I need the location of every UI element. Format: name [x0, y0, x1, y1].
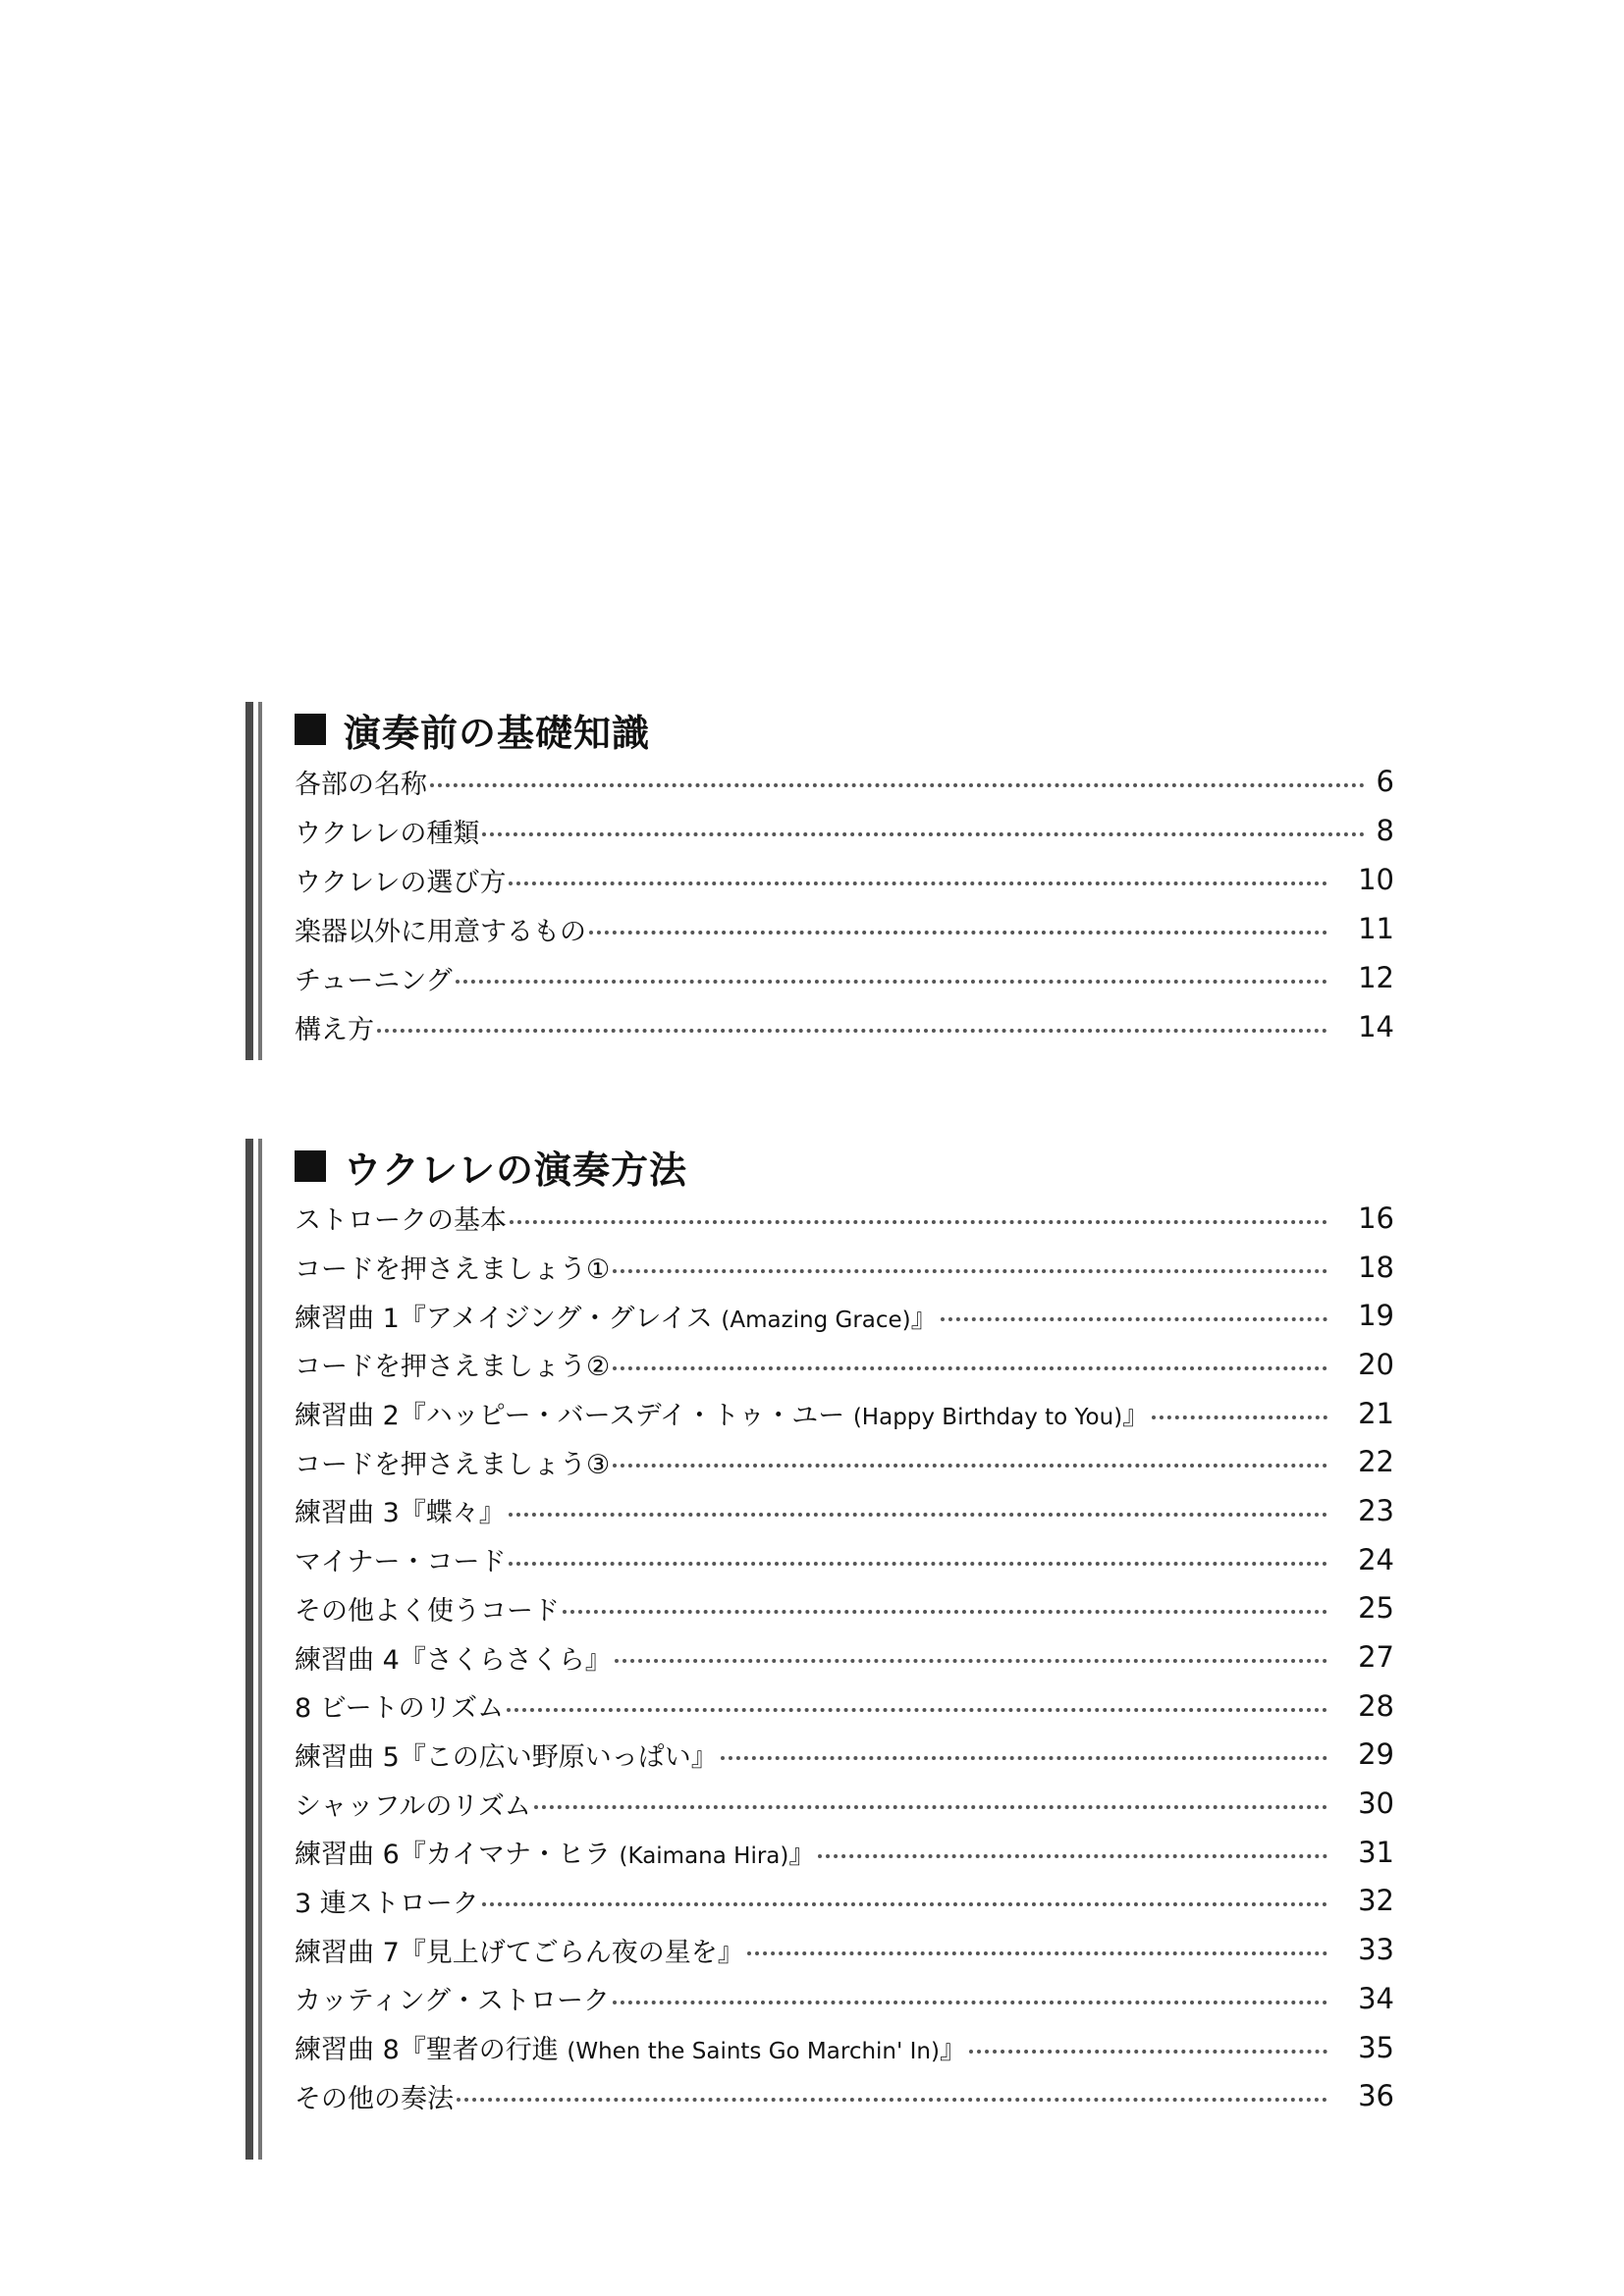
- toc-leader-dots: [589, 931, 1327, 934]
- toc-entry-page: 23: [1358, 1493, 1394, 1527]
- toc-entry-title: [295, 1394, 1149, 1432]
- toc-section-basics: [245, 702, 1394, 1060]
- toc-entry-title: ストロークの基本: [295, 1205, 507, 1237]
- toc-entry[interactable]: [295, 1682, 1394, 1731]
- toc-entry-title-end: 』: [910, 1303, 938, 1334]
- toc-entry-title: [295, 1297, 938, 1335]
- toc-leader-dots: [430, 783, 1365, 787]
- toc-leader-dots: [613, 2001, 1327, 2004]
- toc-entry-title-end: 』: [788, 1840, 816, 1871]
- toc-entry[interactable]: [295, 757, 1394, 806]
- toc-entry-page: 20: [1358, 1347, 1394, 1381]
- toc-entry[interactable]: [295, 855, 1394, 904]
- toc-entry-title: コードを押さえましょう①: [295, 1255, 611, 1286]
- toc-leader-dots: [1152, 1415, 1327, 1419]
- toc-entry[interactable]: [295, 1584, 1394, 1633]
- toc-entry[interactable]: [295, 1002, 1394, 1051]
- toc-entry-title: その他の奏法: [295, 2083, 454, 2114]
- toc-entry-title-end: 』: [939, 2035, 966, 2066]
- toc-entry[interactable]: [295, 1828, 1394, 1877]
- toc-entry-title: 各部の名称: [295, 769, 427, 800]
- section-content: [295, 702, 1394, 1051]
- toc-leader-dots: [482, 832, 1365, 836]
- toc-leader-dots: [941, 1317, 1327, 1321]
- section-bar: [258, 702, 262, 1060]
- toc-entry-title-jp: 練習曲 8『聖者の行進: [295, 2035, 559, 2066]
- toc-entry-page: 14: [1358, 1010, 1394, 1043]
- section-heading: [295, 702, 1394, 757]
- toc-leader-dots: [509, 1513, 1327, 1517]
- toc-entry[interactable]: [295, 1389, 1394, 1438]
- toc-entry-page: 6: [1376, 765, 1394, 798]
- toc-entry-title: ウクレレの選び方: [295, 867, 507, 898]
- toc-entry[interactable]: [295, 953, 1394, 1002]
- square-bullet-icon: [295, 1150, 326, 1182]
- toc-leader-dots: [613, 1269, 1327, 1273]
- toc-leader-dots: [509, 1562, 1327, 1566]
- toc-entry[interactable]: [295, 904, 1394, 953]
- section-content: [295, 1139, 1394, 2120]
- section-bar: [245, 702, 253, 1060]
- toc-entry[interactable]: [295, 1779, 1394, 1828]
- toc-entry-page: 10: [1358, 863, 1394, 896]
- toc-entry-title: 練習曲 5『この広い野原いっぱい』: [295, 1741, 718, 1773]
- toc-entry[interactable]: [295, 1632, 1394, 1682]
- toc-entry-title: コードを押さえましょう②: [295, 1352, 611, 1383]
- toc-entry[interactable]: [295, 1925, 1394, 1974]
- square-bullet-icon: [295, 714, 326, 745]
- toc-entry-title-end: 』: [1122, 1401, 1150, 1432]
- toc-entry-page: 16: [1358, 1201, 1394, 1235]
- toc-leader-dots: [377, 1029, 1327, 1033]
- section-bar: [258, 1139, 262, 2160]
- toc-leader-dots: [818, 1854, 1327, 1858]
- toc-section-playing: [245, 1139, 1394, 2160]
- toc-entry-title-jp: 練習曲 6『カイマナ・ヒラ: [295, 1840, 611, 1871]
- toc-leader-dots: [615, 1659, 1327, 1663]
- toc-entry-title-en: (Amazing Grace): [721, 1307, 911, 1333]
- toc-leader-dots: [613, 1366, 1327, 1370]
- toc-leader-dots: [507, 1708, 1327, 1712]
- toc-leader-dots: [613, 1464, 1327, 1468]
- toc-entry-title: カッティング・ストローク: [295, 1986, 611, 2017]
- toc-entry-page: 25: [1358, 1591, 1394, 1626]
- toc-leader-dots: [457, 2098, 1327, 2102]
- toc-entry-page: 27: [1358, 1640, 1394, 1675]
- toc-leader-dots: [747, 1951, 1327, 1955]
- toc-entry-title: 楽器以外に用意するもの: [295, 916, 586, 947]
- toc-leader-dots: [563, 1610, 1327, 1614]
- toc-entry-title-en: (Kaimana Hira): [619, 1843, 789, 1870]
- toc-entry-page: 28: [1358, 1688, 1394, 1723]
- section-heading: [295, 1139, 1394, 1194]
- toc-entry-title-en: (Happy Birthday to You): [852, 1405, 1123, 1431]
- toc-entry-page: 12: [1358, 961, 1394, 994]
- toc-entry[interactable]: [295, 1974, 1394, 2023]
- toc-entry-title: 8 ビートのリズム: [295, 1693, 505, 1725]
- toc-leader-dots: [509, 881, 1327, 885]
- toc-entry[interactable]: [295, 1340, 1394, 1389]
- toc-entry-title: シャッフルのリズム: [295, 1790, 531, 1822]
- toc-entry-page: 32: [1358, 1884, 1394, 1918]
- toc-entry[interactable]: [295, 1535, 1394, 1584]
- toc-entry[interactable]: [295, 1194, 1394, 1243]
- toc-entry-page: 22: [1358, 1445, 1394, 1479]
- toc-entry-page: 30: [1358, 1787, 1394, 1821]
- toc-entry-page: 36: [1358, 2079, 1394, 2113]
- toc-entry-page: 35: [1358, 2030, 1394, 2064]
- toc-entry-title: [295, 2028, 966, 2066]
- toc-leader-dots: [969, 2050, 1327, 2054]
- toc-entry-title: ウクレレの種類: [295, 818, 480, 849]
- toc-entry[interactable]: [295, 806, 1394, 855]
- toc-entry-page: 29: [1358, 1737, 1394, 1772]
- toc-entry-page: 24: [1358, 1542, 1394, 1576]
- toc-leader-dots: [534, 1805, 1327, 1809]
- toc-entry[interactable]: [295, 2071, 1394, 2120]
- toc-entry-page: 31: [1358, 1835, 1394, 1869]
- toc-entry-page: 33: [1358, 1933, 1394, 1967]
- toc-entry[interactable]: [295, 1486, 1394, 1535]
- toc-leader-dots: [482, 1902, 1327, 1906]
- toc-entry[interactable]: [295, 2023, 1394, 2072]
- toc-entry-page: 18: [1358, 1250, 1394, 1284]
- toc-entry-title-jp: 練習曲 1『アメイジング・グレイス: [295, 1303, 713, 1334]
- toc-entry[interactable]: [295, 1437, 1394, 1486]
- toc-entry-title-jp: 練習曲 2『ハッピー・バースデイ・トゥ・ユー: [295, 1401, 845, 1432]
- toc-entry-page: 11: [1358, 912, 1394, 945]
- toc-entry-title: 練習曲 3『蝶々』: [295, 1498, 506, 1529]
- toc-entry-page: 8: [1376, 814, 1394, 847]
- toc-entry-title: [295, 1833, 815, 1871]
- toc-entry[interactable]: [295, 1243, 1394, 1292]
- toc-leader-dots: [721, 1756, 1327, 1760]
- toc-entry[interactable]: [295, 1877, 1394, 1926]
- toc-entry-title: 3 連ストローク: [295, 1888, 479, 1919]
- toc-entry-page: 34: [1358, 1981, 1394, 2015]
- toc-entry[interactable]: [295, 1291, 1394, 1340]
- toc-entry-title: 練習曲 4『さくらさくら』: [295, 1644, 612, 1676]
- toc-entry-page: 19: [1358, 1299, 1394, 1333]
- toc-entry-title: コードを押さえましょう③: [295, 1449, 611, 1480]
- toc-entry[interactable]: [295, 1731, 1394, 1780]
- toc-entry-title-en: (When the Saints Go Marchin' In): [567, 2039, 940, 2065]
- section-heading-text: 演奏前の基礎知識: [344, 711, 651, 755]
- toc-entry-page: 21: [1358, 1396, 1394, 1430]
- toc-entry-title: チューニング: [295, 965, 453, 996]
- toc-leader-dots: [456, 980, 1327, 984]
- toc-entry-title: その他よく使うコード: [295, 1595, 560, 1627]
- section-bar: [245, 1139, 253, 2160]
- toc-leader-dots: [510, 1220, 1327, 1224]
- toc-entry-title: 練習曲 7『見上げてごらん夜の星を』: [295, 1937, 744, 1968]
- toc-entry-title: 構え方: [295, 1014, 374, 1045]
- toc-entry-title: マイナー・コード: [295, 1547, 507, 1578]
- section-heading-text: ウクレレの演奏方法: [344, 1148, 688, 1192]
